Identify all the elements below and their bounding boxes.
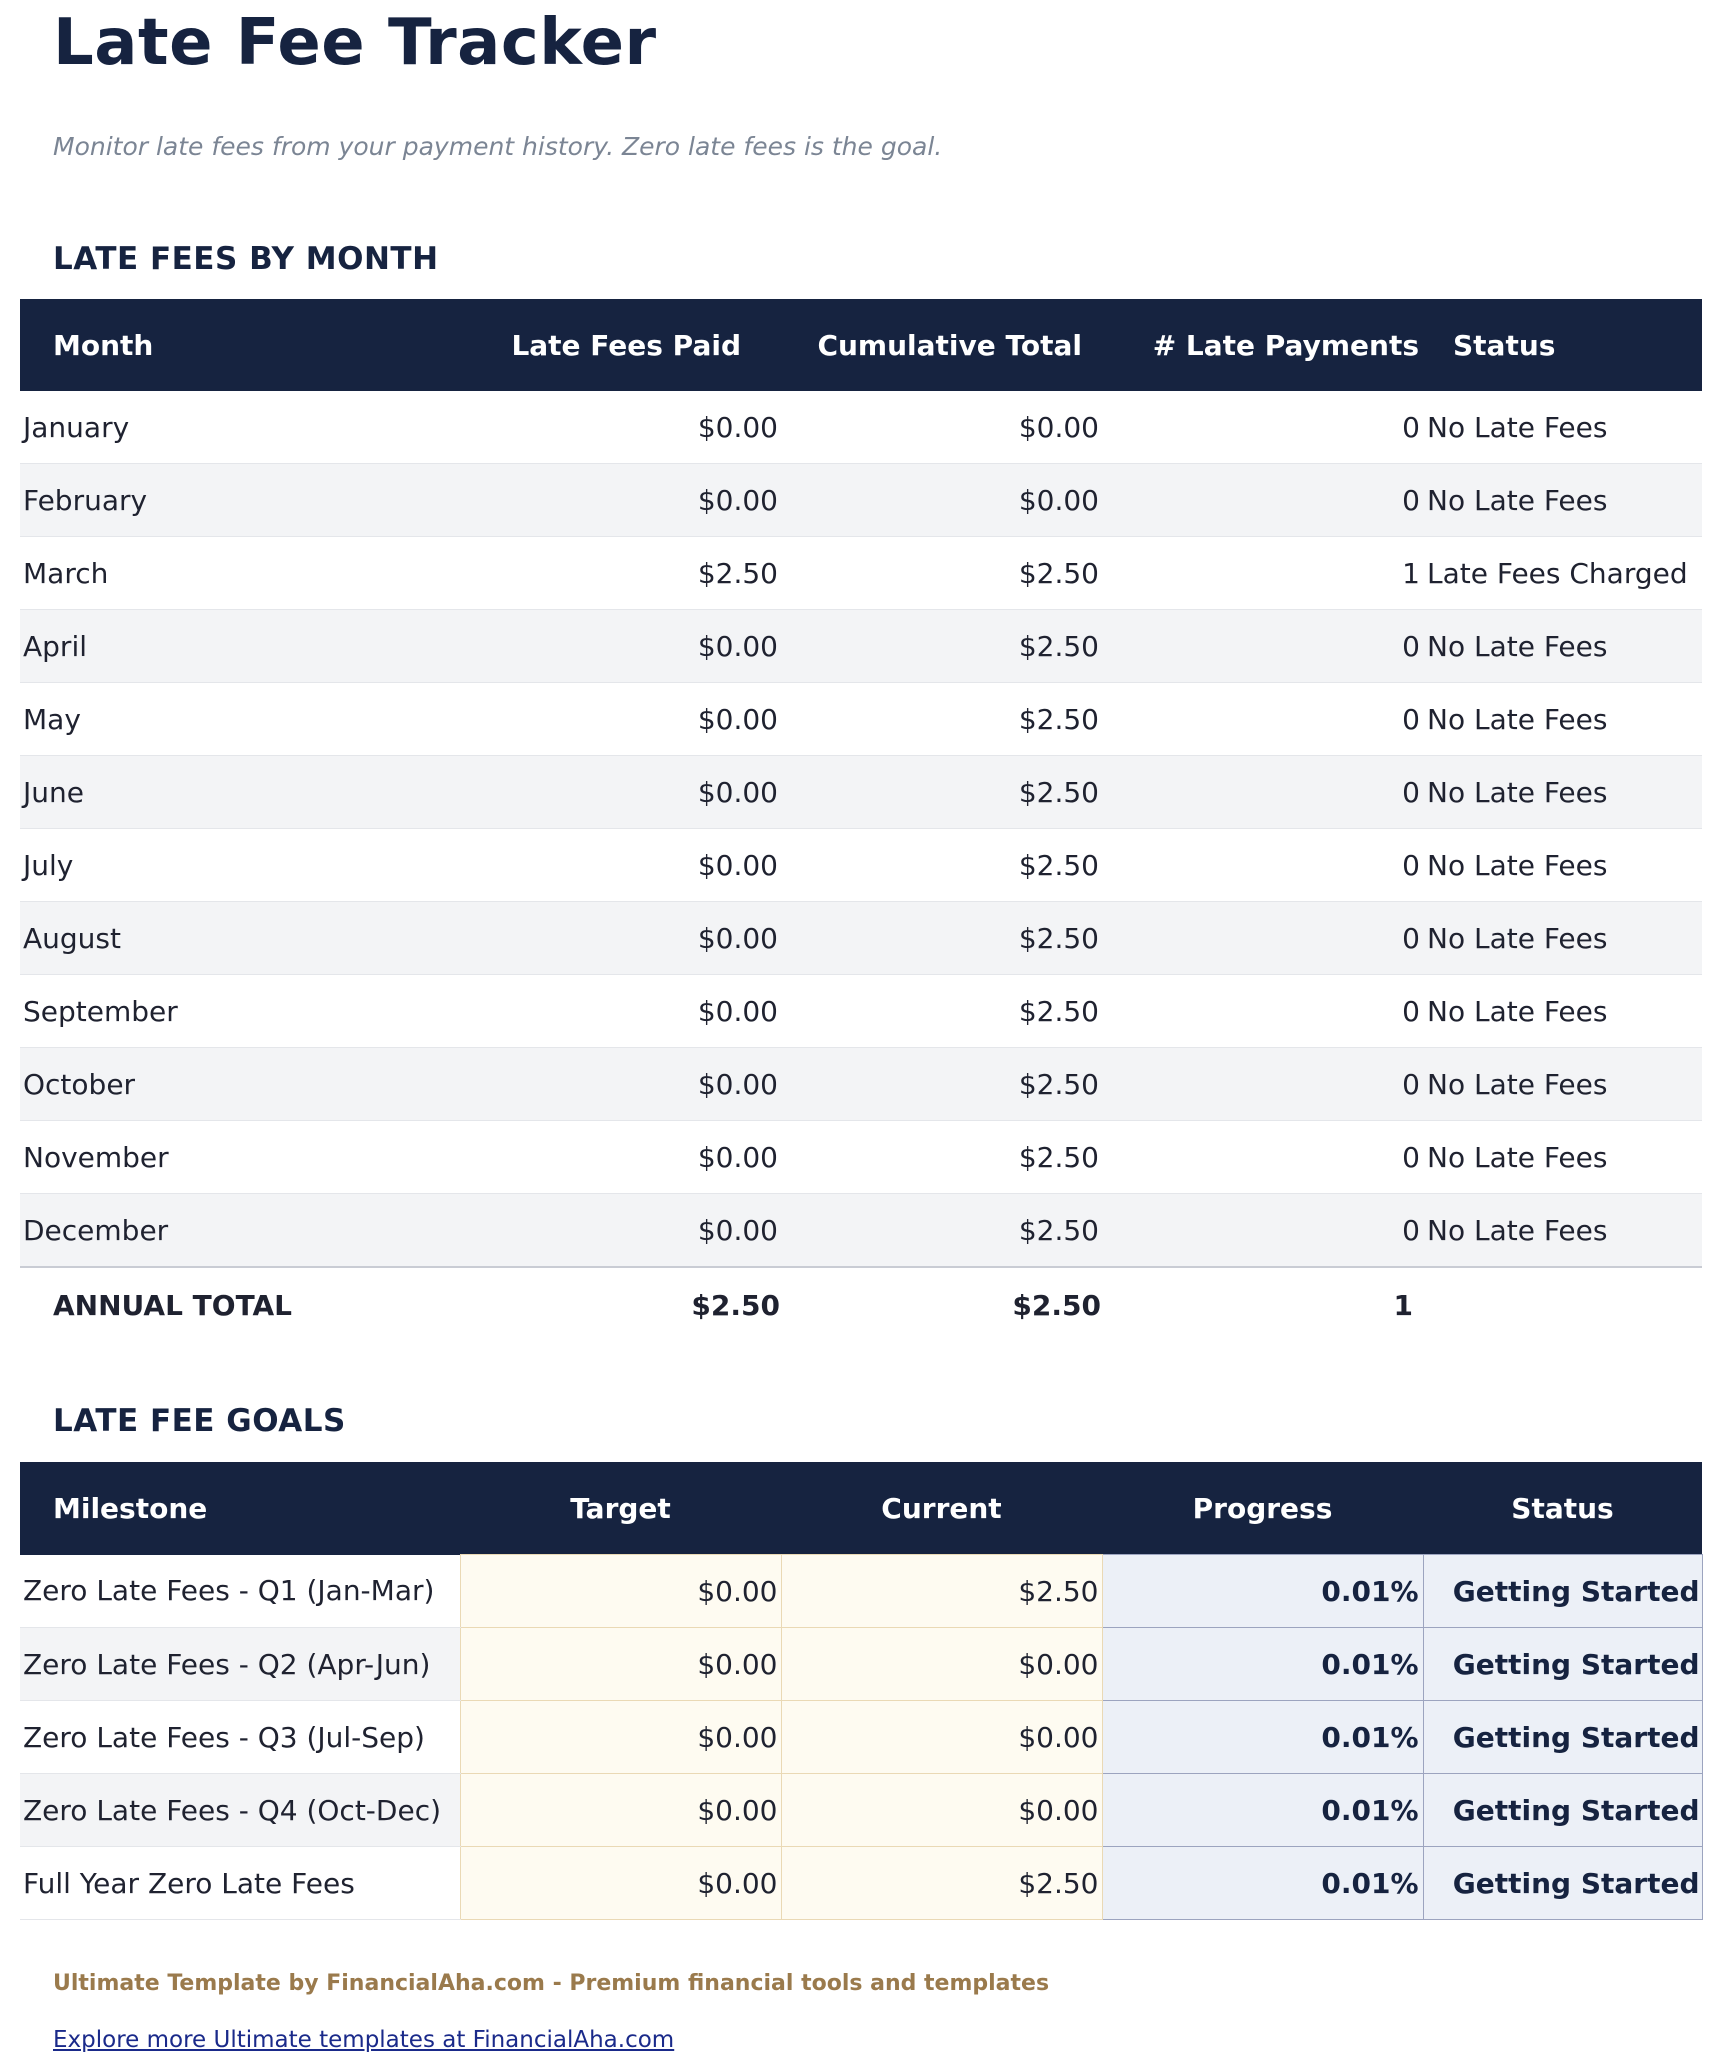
status-cell: No Late Fees <box>1423 610 1702 683</box>
late-fees-paid-cell[interactable]: $2.50 <box>460 537 781 610</box>
column-header-milestone: Milestone <box>20 1462 460 1555</box>
table-row <box>20 902 1702 975</box>
cumulative-total-cell[interactable]: $2.50 <box>781 610 1102 683</box>
cumulative-total-cell[interactable]: $2.50 <box>781 537 1102 610</box>
late-fee-goals-table <box>20 1462 1703 1920</box>
table-row <box>20 1628 1702 1701</box>
status-cell: No Late Fees <box>1423 683 1702 756</box>
late-fees-paid-cell[interactable]: $0.00 <box>460 829 781 902</box>
status-cell: No Late Fees <box>1423 1194 1702 1268</box>
month-cell: October <box>20 1048 460 1121</box>
annual-total-paid[interactable]: $2.50 <box>460 1267 781 1342</box>
table-row <box>20 1774 1702 1847</box>
annual-total-late-payments[interactable]: 1 <box>1102 1267 1423 1342</box>
annual-total-status <box>1423 1267 1702 1342</box>
column-header-status: Status <box>1423 1462 1702 1555</box>
late-payments-cell[interactable]: 0 <box>1102 391 1423 464</box>
status-cell: Late Fees Charged <box>1423 537 1702 610</box>
cumulative-total-cell[interactable]: $0.00 <box>781 391 1102 464</box>
goal-status-cell: Getting Started <box>1423 1774 1702 1847</box>
status-cell: No Late Fees <box>1423 829 1702 902</box>
month-cell: July <box>20 829 460 902</box>
progress-cell: 0.01% <box>1102 1701 1423 1774</box>
footer-templates-link[interactable]: Explore more Ultimate templates at FinancialAha.com <box>53 2027 675 2053</box>
cumulative-total-cell[interactable]: $2.50 <box>781 1194 1102 1268</box>
month-cell: November <box>20 1121 460 1194</box>
month-cell: January <box>20 391 460 464</box>
target-cell[interactable]: $0.00 <box>460 1555 781 1628</box>
month-cell: August <box>20 902 460 975</box>
late-payments-cell[interactable]: 0 <box>1102 1121 1423 1194</box>
late-fees-paid-cell[interactable]: $0.00 <box>460 464 781 537</box>
month-cell: September <box>20 975 460 1048</box>
page-title: Late Fee Tracker <box>53 6 657 80</box>
current-cell[interactable]: $2.50 <box>781 1847 1102 1920</box>
milestone-cell: Zero Late Fees - Q3 (Jul-Sep) <box>20 1701 460 1774</box>
status-cell: No Late Fees <box>1423 391 1702 464</box>
goal-status-cell: Getting Started <box>1423 1555 1702 1628</box>
cumulative-total-cell[interactable]: $2.50 <box>781 829 1102 902</box>
cumulative-total-cell[interactable]: $2.50 <box>781 1121 1102 1194</box>
current-cell[interactable]: $2.50 <box>781 1555 1102 1628</box>
table-row <box>20 683 1702 756</box>
late-fees-paid-cell[interactable]: $0.00 <box>460 683 781 756</box>
late-fees-paid-cell[interactable]: $0.00 <box>460 1194 781 1268</box>
late-fees-paid-cell[interactable]: $0.00 <box>460 610 781 683</box>
late-fees-paid-cell[interactable]: $0.00 <box>460 391 781 464</box>
table-row <box>20 1847 1702 1920</box>
status-cell: No Late Fees <box>1423 975 1702 1048</box>
month-cell: April <box>20 610 460 683</box>
column-header-target: Target <box>460 1462 781 1555</box>
table-row <box>20 610 1702 683</box>
month-cell: December <box>20 1194 460 1268</box>
status-cell: No Late Fees <box>1423 1048 1702 1121</box>
cumulative-total-cell[interactable]: $2.50 <box>781 1048 1102 1121</box>
late-fees-paid-cell[interactable]: $0.00 <box>460 975 781 1048</box>
page-subtitle: Monitor late fees from your payment history. Zero late fees is the goal. <box>53 132 943 161</box>
column-header-month: Month <box>20 299 460 391</box>
cumulative-total-cell[interactable]: $2.50 <box>781 902 1102 975</box>
progress-cell: 0.01% <box>1102 1555 1423 1628</box>
late-payments-cell[interactable]: 0 <box>1102 1194 1423 1268</box>
table-row <box>20 756 1702 829</box>
annual-total-row <box>20 1267 1702 1342</box>
column-header-progress: Progress <box>1102 1462 1423 1555</box>
column-header-cumulative-total: Cumulative Total <box>781 299 1102 391</box>
month-cell: February <box>20 464 460 537</box>
target-cell[interactable]: $0.00 <box>460 1847 781 1920</box>
footer-credit: Ultimate Template by FinancialAha.com - Premium financial tools and templates <box>53 1971 1050 1996</box>
table-row <box>20 1121 1702 1194</box>
late-payments-cell[interactable]: 0 <box>1102 683 1423 756</box>
table-row <box>20 1701 1702 1774</box>
annual-total-label: ANNUAL TOTAL <box>20 1267 460 1342</box>
column-header-late-payments: # Late Payments <box>1102 299 1423 391</box>
progress-cell: 0.01% <box>1102 1628 1423 1701</box>
table-row <box>20 537 1702 610</box>
status-cell: No Late Fees <box>1423 902 1702 975</box>
late-payments-cell[interactable]: 0 <box>1102 610 1423 683</box>
month-cell: March <box>20 537 460 610</box>
late-payments-cell[interactable]: 0 <box>1102 829 1423 902</box>
milestone-cell: Zero Late Fees - Q2 (Apr-Jun) <box>20 1628 460 1701</box>
late-fees-paid-cell[interactable]: $0.00 <box>460 1048 781 1121</box>
target-cell[interactable]: $0.00 <box>460 1701 781 1774</box>
column-header-late-fees-paid: Late Fees Paid <box>460 299 781 391</box>
cumulative-total-cell[interactable]: $2.50 <box>781 756 1102 829</box>
monthly-section-title: LATE FEES BY MONTH <box>53 241 439 277</box>
status-cell: No Late Fees <box>1423 1121 1702 1194</box>
table-row <box>20 975 1702 1048</box>
status-cell: No Late Fees <box>1423 756 1702 829</box>
month-cell: June <box>20 756 460 829</box>
late-fees-paid-cell[interactable]: $0.00 <box>460 1121 781 1194</box>
late-fees-paid-cell[interactable]: $0.00 <box>460 756 781 829</box>
cumulative-total-cell[interactable]: $2.50 <box>781 975 1102 1048</box>
milestone-cell: Full Year Zero Late Fees <box>20 1847 460 1920</box>
late-payments-cell[interactable]: 0 <box>1102 756 1423 829</box>
milestone-cell: Zero Late Fees - Q4 (Oct-Dec) <box>20 1774 460 1847</box>
goals-section-title: LATE FEE GOALS <box>53 1403 346 1439</box>
progress-cell: 0.01% <box>1102 1847 1423 1920</box>
late-payments-cell[interactable]: 0 <box>1102 464 1423 537</box>
cumulative-total-cell[interactable]: $2.50 <box>781 683 1102 756</box>
current-cell[interactable]: $0.00 <box>781 1628 1102 1701</box>
month-cell: May <box>20 683 460 756</box>
column-header-status: Status <box>1423 299 1702 391</box>
late-payments-cell[interactable]: 0 <box>1102 1048 1423 1121</box>
goal-status-cell: Getting Started <box>1423 1628 1702 1701</box>
current-cell[interactable]: $0.00 <box>781 1774 1102 1847</box>
column-header-current: Current <box>781 1462 1102 1555</box>
table-row <box>20 1048 1702 1121</box>
table-row <box>20 391 1702 464</box>
progress-cell: 0.01% <box>1102 1774 1423 1847</box>
current-cell[interactable]: $0.00 <box>781 1701 1102 1774</box>
table-row <box>20 829 1702 902</box>
table-row <box>20 1555 1702 1628</box>
annual-total-cumulative[interactable]: $2.50 <box>781 1267 1102 1342</box>
table-row <box>20 1194 1702 1268</box>
late-payments-cell[interactable]: 0 <box>1102 902 1423 975</box>
cumulative-total-cell[interactable]: $0.00 <box>781 464 1102 537</box>
goal-status-cell: Getting Started <box>1423 1847 1702 1920</box>
status-cell: No Late Fees <box>1423 464 1702 537</box>
target-cell[interactable]: $0.00 <box>460 1774 781 1847</box>
table-header-row <box>20 1462 1702 1555</box>
target-cell[interactable]: $0.00 <box>460 1628 781 1701</box>
monthly-late-fees-table <box>20 299 1702 1342</box>
late-payments-cell[interactable]: 1 <box>1102 537 1423 610</box>
late-fees-paid-cell[interactable]: $0.00 <box>460 902 781 975</box>
goal-status-cell: Getting Started <box>1423 1701 1702 1774</box>
table-row <box>20 464 1702 537</box>
table-header-row <box>20 299 1702 391</box>
milestone-cell: Zero Late Fees - Q1 (Jan-Mar) <box>20 1555 460 1628</box>
late-payments-cell[interactable]: 0 <box>1102 975 1423 1048</box>
